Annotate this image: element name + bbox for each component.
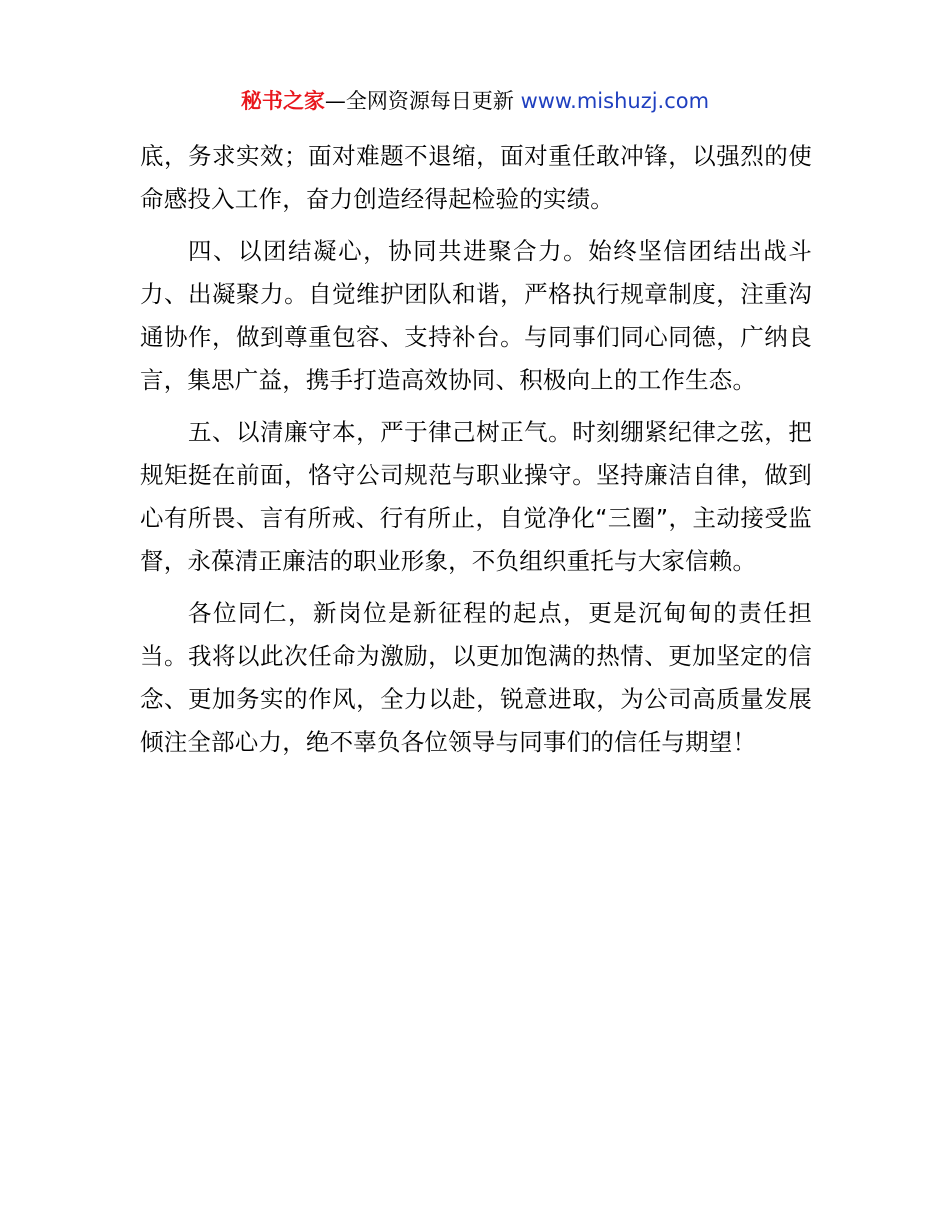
page-header — [0, 86, 950, 116]
document-body — [140, 135, 812, 773]
paragraph-section-five: 五、以清廉守本，严于律己树正气。时刻绷紧纪律之弦，把规矩挺在前面，恪守公司规范与职业操守。坚持廉洁自律，做到心有所畏、言有所戒、行有所止，自觉净化“三圈”，主动接受监督，永葆清正廉洁的职业形象，不负组织重托与大家信赖。 — [140, 418, 812, 575]
paragraph-section-four: 四、以团结凝心，协同共进聚合力。始终坚信团结出战斗力、出凝聚力。自觉维护团队和谐，严格执行规章制度，注重沟通协作，做到尊重包容、支持补台。与同事们同心同德，广纳良言，集思广益，携手打造高效协同、积极向上的工作生态。 — [140, 237, 812, 394]
site-url-link[interactable]: www.mishuzj.com — [520, 89, 710, 113]
header-tagline: —全网资源每日更新 — [324, 89, 521, 113]
paragraph-closing: 各位同仁，新岗位是新征程的起点，更是沉甸甸的责任担当。我将以此次任命为激励，以更加饱满的热情、更加坚定的信念、更加务实的作风，全力以赴，锐意进取，为公司高质量发展倾注全部心力，绝不辜负各位领导与同事们的信任与期望！ — [140, 599, 812, 756]
brand-name: 秘书之家 — [240, 89, 325, 113]
paragraph-continuation: 底，务求实效；面对难题不退缩，面对重任敢冲锋，以强烈的使命感投入工作，奋力创造经得起检验的实绩。 — [140, 142, 812, 213]
